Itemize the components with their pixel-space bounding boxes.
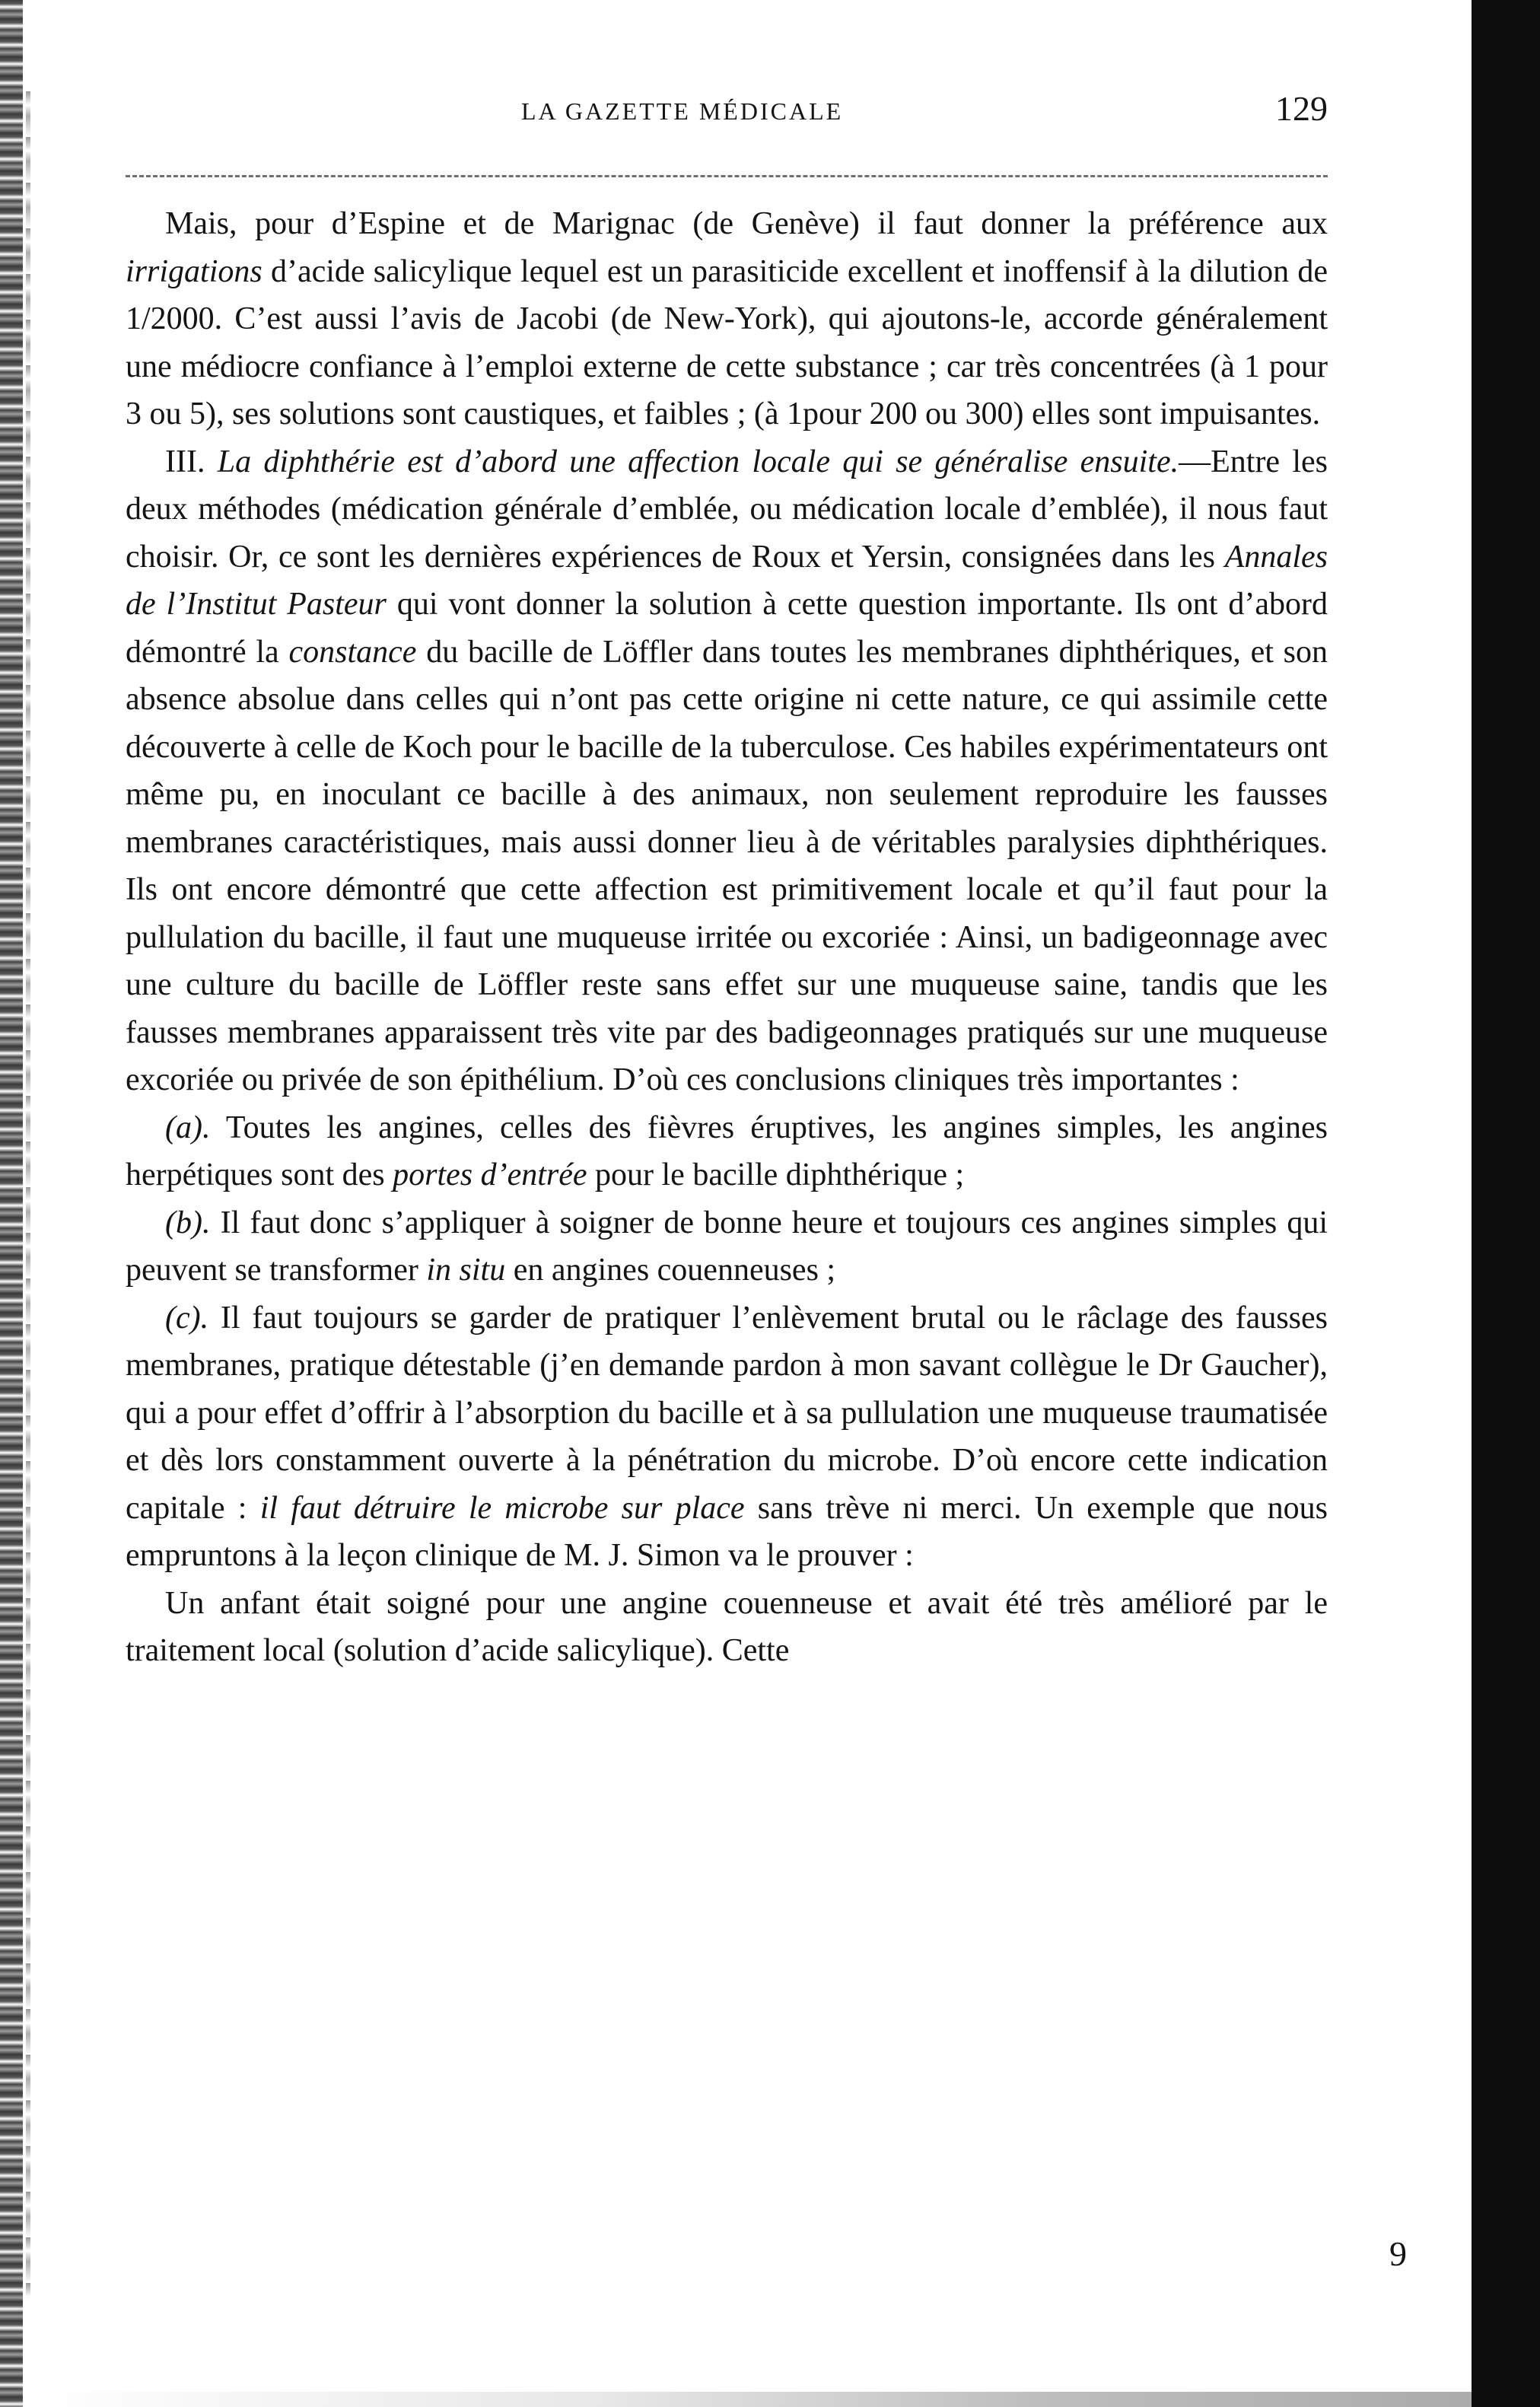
p1-text-a: Mais, pour d’Espine et de Marignac (de Genève) il faut donner la préférence aux: [165, 206, 1328, 241]
p2-text-c: —Entre les deux méthodes (médication générale d’emblée, ou médication locale d’emblée), il nous faut choisir. Or, ce sont les dernières expériences de Roux et Yersin, consignées dans les: [126, 444, 1328, 575]
pa-text-a: Toutes les angines, celles des fièvres éruptives, les angines simples, les angines herpétiques sont des: [126, 1110, 1328, 1192]
pc-text-a: Il faut toujours se garder de pratiquer l’enlèvement brutal ou le râclage des fausses membranes, pratique détestable (j’en demande pardon à mon savant collègue le Dr Gaucher), qui a pour effet d’offrir à l’absorption du bacille et à sa pullulation une muqueuse traumatisée et dès lors constamment ouverte à la pénétration du microbe. D’où encore cette indication capitale :: [126, 1300, 1328, 1526]
paragraph-b: [126, 1199, 1328, 1294]
scan-left-shadow: [26, 91, 30, 2298]
p1-text-c: d’acide salicylique lequel est un parasiticide excellent et inoffensif à la dilution de 1/2000. C’est aussi l’avis de Jacobi (de New-York), qui ajoutons-le, accorde généralement une médiocre confiance à l’emploi externe de cette substance ; car très concentrées (à 1 pour 3 ou 5), ses solutions sont caustiques, et faibles ; (à 1pour 200 ou 300) elles sont impuisantes.: [126, 253, 1328, 431]
scan-left-edge: [0, 0, 23, 2407]
section-heading: La diphthérie est d’abord une affection locale qui se généralise ensuite.: [217, 444, 1179, 479]
p2-text-g: du bacille de Löffler dans toutes les membranes diphthériques, et son absence absolue dans celles qui n’ont pas cette origine ni cette nature, ce qui assimile cette découverte à celle de Koch pour le bacille de la tuberculose. Ces habiles expérimentateurs ont même pu, en inoculant ce bacille à des animaux, non seulement reproduire les fausses membranes caractéristiques, mais aussi donner lieu à de véritables paralysies diphthériques. Ils ont encore démontré que cette affection est primitivement locale et qu’il faut pour la pullulation du bacille, il faut une muqueuse irritée ou excoriée : Ainsi, un badigeonnage avec une culture du bacille de Löffler reste sans effet sur une muqueuse saine, tandis que les fausses membranes apparaissent très vite par des badigeonnages pratiqués sur une muqueuse excoriée ou privée de son épithélium. D’où ces conclusions cliniques très importantes :: [126, 634, 1328, 1097]
pa-italic: portes d’entrée: [393, 1157, 587, 1192]
item-c-label: (c).: [165, 1300, 209, 1336]
body-text: [126, 200, 1328, 1675]
paragraph-c: [126, 1294, 1328, 1580]
paragraph-2: [126, 438, 1328, 1104]
p2-italic-constance: constance: [288, 634, 417, 670]
paragraph-a: [126, 1104, 1328, 1199]
p2-text-e: qui vont donner la solution à cette question importante. Ils ont d’abord démontré la: [126, 587, 1328, 670]
item-a-label: (a).: [165, 1110, 211, 1145]
section-number: III.: [165, 444, 218, 479]
journal-title: LA GAZETTE MÉDICALE: [521, 97, 844, 125]
running-head: [126, 84, 1328, 145]
paragraph-last: Un anfant était soigné pour une angine couenneuse et avait été très amélioré par le traitement local (solution d’acide salicylique). Cette: [126, 1585, 1328, 1668]
page-number: 129: [1275, 89, 1328, 128]
pb-italic: in situ: [426, 1253, 506, 1288]
p2-journal-italic: Annales de l’Institut Pasteur: [126, 539, 1328, 622]
pb-text-c: en angines couenneuses ;: [505, 1253, 836, 1288]
item-b-label: (b).: [165, 1205, 211, 1240]
pc-italic: il faut détruire le microbe sur place: [259, 1490, 745, 1526]
pc-text-c: sans trève ni merci. Un exemple que nous empruntons à la leçon clinique de M. J. Simon va le prouver :: [126, 1490, 1328, 1573]
pb-text-a: Il faut donc s’appliquer à soigner de bonne heure et toujours ces angines simples qui peuvent se transformer: [126, 1205, 1328, 1288]
pa-text-c: pour le bacille diphthérique ;: [587, 1157, 965, 1192]
scan-bottom-edge: [30, 2392, 1472, 2407]
page: [126, 84, 1328, 1675]
paragraph-1: [126, 200, 1328, 438]
scan-right-edge: [1472, 0, 1540, 2407]
signature-mark: 9: [1389, 2234, 1407, 2273]
header-rule: [126, 175, 1328, 177]
p1-italic: irrigations: [126, 253, 262, 289]
